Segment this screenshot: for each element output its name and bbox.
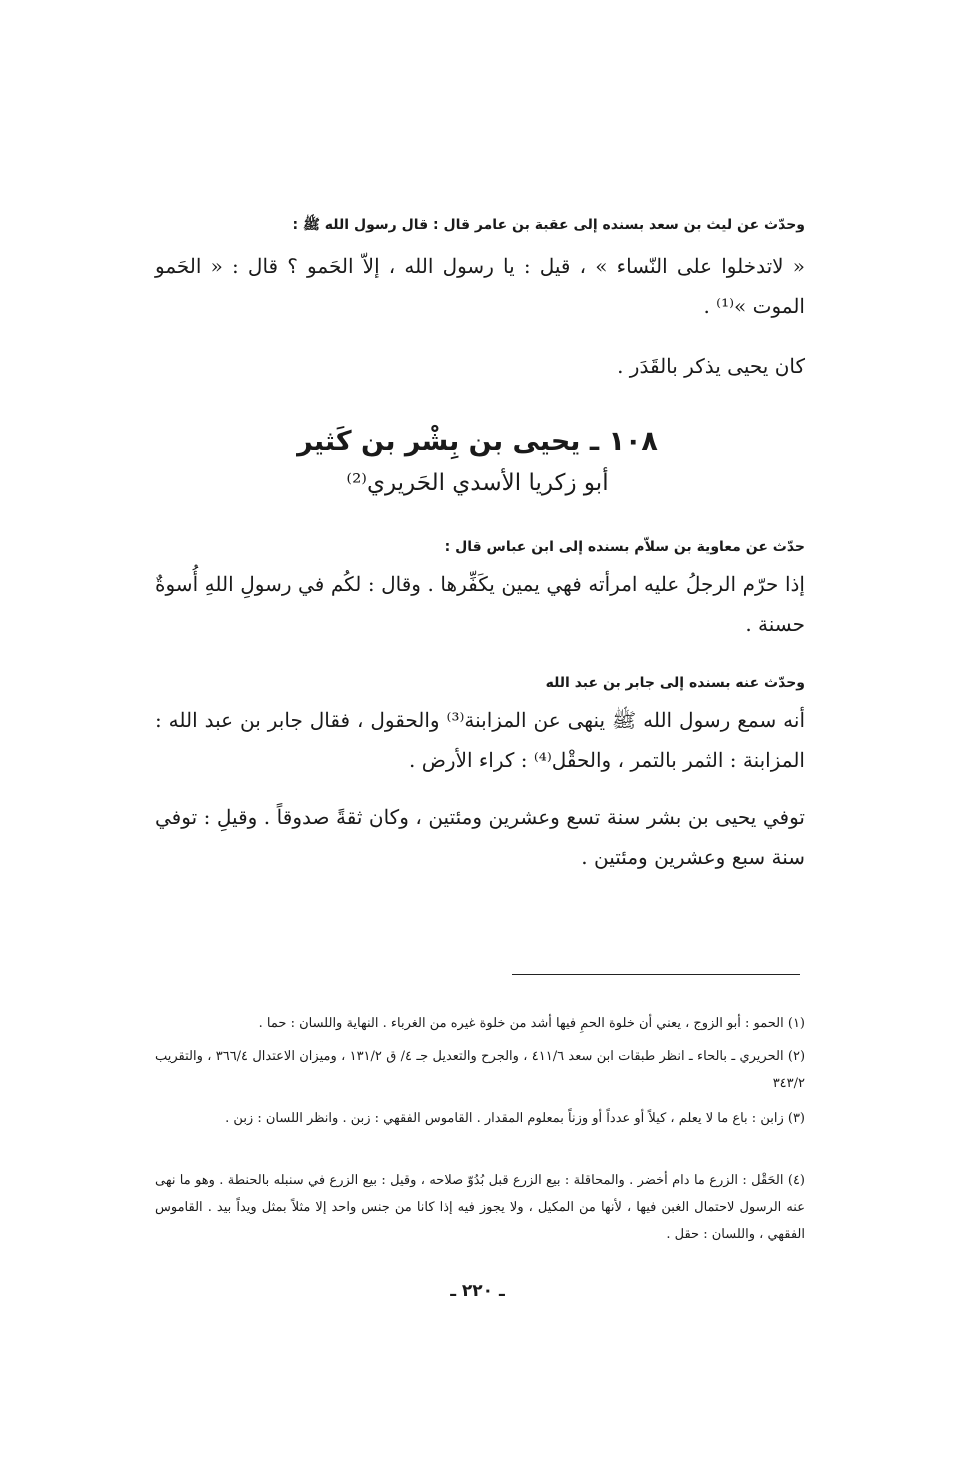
chain-of-narration-2: حدّث عن معاوية بن سلاّم بسنده إلى ابن عباس قال : <box>444 539 805 555</box>
footnote-1: (١) الحمو : أبو الزوج ، يعني أن خلوة الحمِ فيها أشد من خلوة غيره من الغرباء . النهاية واللسان : حما . <box>258 1016 805 1031</box>
death-note: توفي يحيى بن بشر سنة تسع وعشرين ومئتين ، وكان ثقةً صدوقاً . وقيلِ : توفي سنة سبع وعشرين ومئتين . <box>155 805 805 869</box>
report-text-3: أنه سمع رسول الله ﷺ ينهى عن المزابنة⁽³⁾ والحقول ، فقال جابر بن عبد الله : المزابنة : الثمر بالتمر ، والحقْل⁽⁴⁾ : كراء الأرض . <box>155 708 806 772</box>
footnote-separator <box>512 974 800 975</box>
biography-title: ١٠٨ ـ يحيى بن بِشْر بن كَثير <box>297 426 658 457</box>
footnote-3: (٣) زابن : باع ما لا يعلم ، كيلاً أو عدداً أو وزناً بمعلوم المقدار . القاموس الفقهي : زبن . وانظر اللسان : زبن . <box>225 1111 805 1126</box>
chain-of-narration-1: وحدّث عن ليث بن سعد بسنده إلى عقبة بن عامر قال : قال رسول الله ﷺ : <box>292 217 805 233</box>
remark-qadar: كان يحيى يذكر بالقَدَر . <box>617 354 805 378</box>
footnote-4: (٤) الحَقْل : الزرع ما دام أخضر . والمحاقلة : بيع الزرع قبل بُدُوّ صلاحه ، وقيل : بيع الزرع في سنبله بالحنطة . وهو ما نهى عنه الرسول لاحتمال الغبن فيها ، لأنها من المكيل ، ولا يجوز فيه إذا كانا من جنس واحد إلا مثلاً بمثل ويداً بيد . القاموس الفقهي ، واللسان : حقل . <box>155 1173 805 1242</box>
page-number: ـ ٢٢٠ ـ <box>450 1281 505 1301</box>
hadith-text-1: « لاتدخلوا على النّساء » ، قيل : يا رسول الله ، إلاّ الحَمو ؟ قال : « الحَمو الموت »⁽¹⁾ . <box>155 254 805 318</box>
report-text-2: إذا حرّم الرجلُ عليه امرأته فهي يمين يكَفِّرها . وقال : لكُم في رسولِ اللهِ أُسوةٌ حسنة . <box>155 572 805 636</box>
biography-subtitle: أبو زكريا الأسدي الحَريري⁽²⁾ <box>346 470 609 496</box>
chain-of-narration-3: وحدّث عنه بسنده إلى جابر بن عبد الله <box>545 675 805 691</box>
footnote-2: (٢) الحريري ـ بالحاء ـ انظر طبقات ابن سعد ٤١١/٦ ، والجرح والتعديل جـ ٤/ ق ١٣١/٢ ، وميزان الاعتدال ٣٦٦/٤ ، والتقريب ٣٤٣/٢ <box>155 1049 806 1091</box>
